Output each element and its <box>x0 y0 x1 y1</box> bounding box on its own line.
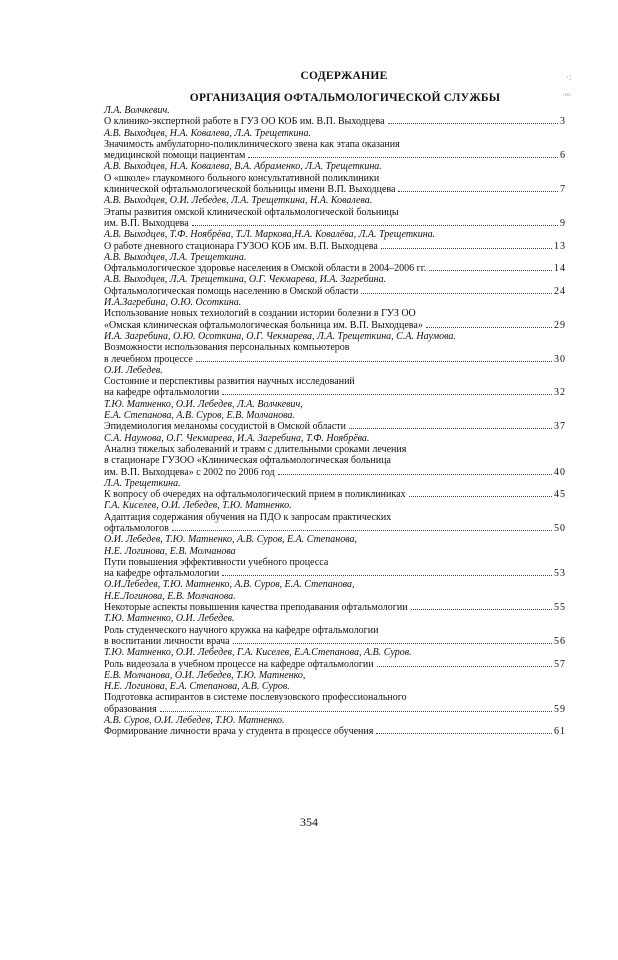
entry-page: 50 <box>554 522 566 534</box>
entry-page: 7 <box>560 184 566 196</box>
entry-title-line: О клинико-экспертной работе в ГУЗ ОО КОБ им. В.П. Выходцева <box>104 116 385 128</box>
entry-title-row <box>104 241 566 252</box>
entry-title-line: клинической офтальмологической больницы имени В.П. Выходцева <box>104 184 396 196</box>
entry-title-line: Анализ тяжелых заболеваний и травм с длительными сроками лечения <box>104 443 407 455</box>
toc-entry <box>104 444 566 489</box>
entry-title-row <box>104 263 566 274</box>
entry-title-line: О работе дневного стационара ГУЗОО КОБ им. В.П. Выходцева <box>104 240 378 252</box>
dot-leader <box>349 427 552 429</box>
entry-title-line: образования <box>104 703 157 715</box>
entry-title-line: Возможности использования персональных компьютеров <box>104 342 350 354</box>
dot-leader <box>160 710 552 712</box>
entry-authors: Н.Е. Логинова, Е.В. Молчанова <box>104 545 236 557</box>
dot-leader <box>409 495 552 497</box>
entry-title-row <box>104 218 566 229</box>
entry-authors: И.А. Загребина, О.Ю. Осоткина, О.Г. Чекмарева, Л.А. Трещеткина, С.А. Наумова. <box>104 330 456 342</box>
entry-title-line: офтальмологов <box>104 522 169 534</box>
dot-leader <box>172 529 552 531</box>
entry-page: 32 <box>554 387 566 399</box>
entry-title-line: на кафедре офтальмологии <box>104 568 220 580</box>
entry-title-line: им. В.П. Выходцева <box>104 217 189 229</box>
entry-title-row <box>104 387 566 398</box>
dot-leader <box>377 665 552 667</box>
entry-title-row <box>104 489 566 500</box>
entry-page: 56 <box>554 635 566 647</box>
toc-entry <box>104 308 566 342</box>
entry-title-line: Состояние и перспективы развития научных исследований <box>104 376 355 388</box>
entry-title-line: Значимость амбулаторно-поликлинического звена как этапа оказания <box>104 138 400 150</box>
toc-entry <box>104 659 566 693</box>
entry-authors: А.В. Выходцев, Т.Ф. Ноябрёва, Т.Л. Маркова,Н.А. Ковалёва, Л.А. Трещеткина. <box>104 229 436 241</box>
entry-page: 55 <box>554 602 566 614</box>
entry-page: 59 <box>554 703 566 715</box>
toc-entry <box>104 241 566 264</box>
entry-authors: О.И. Лебедев. <box>104 364 163 376</box>
entry-title-row <box>104 421 566 432</box>
entry-title-line: Пути повышения эффективности учебного процесса <box>104 556 329 568</box>
dot-leader <box>429 269 552 271</box>
entry-title-line: Роль студенческого научного кружка на кафедре офтальмологии <box>104 624 379 636</box>
entry-title-line: К вопросу об очередях на офтальмологический прием в поликлиниках <box>104 489 406 501</box>
toc-entry <box>104 207 566 241</box>
entry-authors: А.В. Выходцев, Н.А. Ковалева, Л.А. Трещеткина. <box>104 127 312 139</box>
toc-entry <box>104 726 566 737</box>
entry-title-line: «Омская клиническая офтальмологическая больница им. В.П. Выходцева» <box>104 319 423 331</box>
page-number: 354 <box>300 815 318 829</box>
toc-entry <box>104 602 566 625</box>
entry-page: 40 <box>554 466 566 478</box>
entry-authors: С.А. Наумова, О.Г. Чекмарева, И.А. Загребина, Т.Ф. Ноябрёва. <box>104 432 370 444</box>
entry-title-line: им. В.П. Выходцева» с 2002 по 2006 год <box>104 466 275 478</box>
toc-entry <box>104 512 566 557</box>
entry-page: 45 <box>554 489 566 501</box>
entry-title-row <box>104 523 566 534</box>
entry-title-line: в воспитании личности врача <box>104 635 230 647</box>
dot-leader <box>233 642 552 644</box>
entry-authors: Е.А. Степанова, А.В. Суров, Е.В. Молчанова. <box>104 410 295 422</box>
entry-page: 9 <box>560 217 566 229</box>
dot-leader <box>222 393 552 395</box>
entry-title-line: Офтальмологическая помощь населению в Омской области <box>104 285 359 297</box>
entry-title-row <box>104 602 566 613</box>
entry-title-row <box>104 704 566 715</box>
dot-leader <box>278 473 552 475</box>
entry-page: 13 <box>554 240 566 252</box>
entry-page: 37 <box>554 421 566 433</box>
section-heading: ОРГАНИЗАЦИЯ ОФТАЛЬМОЛОГИЧЕСКОЙ СЛУЖБЫ <box>189 92 501 104</box>
toc-entry <box>104 286 566 309</box>
entry-page: 6 <box>560 150 566 162</box>
entry-title-row <box>104 150 566 161</box>
scan-mark: ·ˢᵃ· <box>562 90 573 100</box>
toc-entry <box>104 421 566 444</box>
entry-title-line: в лечебном процессе <box>104 353 193 365</box>
entry-authors: Т.Ю. Матненко, О.И. Лебедев. <box>104 613 235 625</box>
entry-authors: Т.Ю. Матненко, О.И. Лебедев, Л.А. Волчкевич, <box>104 398 303 410</box>
entry-authors: Н.Е. Логинова, Е.А. Степанова, А.В. Суров. <box>104 681 290 693</box>
entry-title-line: на кафедре офтальмологии <box>104 387 220 399</box>
entry-title-row <box>104 354 566 365</box>
entry-authors: Л.А. Волчкевич. <box>104 105 170 116</box>
entry-title-line: Эпидемиология меланомы сосудистой в Омской области <box>104 421 346 433</box>
dot-leader <box>248 156 558 158</box>
entry-authors: А.В. Выходцев, Л.А. Трещеткина, О.Г. Чекмарева, И.А. Загребина. <box>104 274 387 286</box>
entry-title-line: Офтальмологическое здоровье населения в Омской области в 2004–2006 гг. <box>104 263 427 275</box>
dot-leader <box>411 608 552 610</box>
toc-entry <box>104 557 566 602</box>
entry-page: 57 <box>554 658 566 670</box>
entry-title-row <box>104 467 566 478</box>
entry-page: 3 <box>560 116 566 128</box>
entry-title-line: Использование новых технологий в создании истории болезни в ГУЗ ОО <box>104 308 416 320</box>
entry-authors: А.В. Выходцев, О.И. Лебедев, Л.А. Трещеткина, Н.А. Ковалева. <box>104 195 373 207</box>
entry-authors: Л.А. Трещеткина. <box>104 477 181 489</box>
dot-leader <box>196 360 552 362</box>
toc-entry <box>104 489 566 512</box>
entry-title-line: Подготовка аспирантов в системе послевузовского профессионального <box>104 692 407 704</box>
entry-title-line: Роль видеозала в учебном процессе на кафедре офтальмологии <box>104 658 374 670</box>
entry-title-row <box>104 184 566 195</box>
entry-title-line: Адаптация содержания обучения на ПДО к запросам практических <box>104 511 392 523</box>
dot-leader <box>388 122 558 124</box>
toc-entry <box>104 263 566 286</box>
entry-page: 30 <box>554 353 566 365</box>
entry-title-line: в стационаре ГУЗОО «Клиническая офтальмологическая больница <box>104 455 391 467</box>
entry-authors: А.В. Выходцев, Л.А. Трещеткина. <box>104 251 247 263</box>
dot-leader <box>381 247 552 249</box>
entry-authors: О.И. Лебедев, Т.Ю. Матненко, А.В. Суров, Е.А. Степанова, <box>104 534 357 546</box>
entry-page: 53 <box>554 568 566 580</box>
toc-entry <box>104 692 566 726</box>
entry-title-row <box>104 726 566 737</box>
entry-title-row <box>104 568 566 579</box>
entry-title-line: Формирование личности врача у студента в процессе обучения <box>104 726 374 738</box>
toc-entry <box>104 105 566 139</box>
entry-authors: А.В. Суров, О.И. Лебедев, Т.Ю. Матненко. <box>104 715 285 727</box>
entry-authors: Г.А. Киселев, О.И. Лебедев, Т.Ю. Матненко. <box>104 500 292 512</box>
entry-title-line: Этапы развития омской клинической офтальмологической больницы <box>104 206 399 218</box>
entry-title-row <box>104 116 566 127</box>
entry-authors: О.И.Лебедев, Т.Ю. Матненко, А.В. Суров, Е.А. Степанова, <box>104 579 355 591</box>
toc-entry <box>104 139 566 173</box>
toc-entry <box>104 625 566 659</box>
entry-page: 24 <box>554 285 566 297</box>
entry-authors: И.А.Загребина, О.Ю. Осоткина. <box>104 297 242 309</box>
entry-title-row <box>104 636 566 647</box>
page-title: СОДЕРЖАНИЕ <box>300 70 388 82</box>
entry-title-row <box>104 286 566 297</box>
dot-leader <box>376 732 552 734</box>
entry-authors: Т.Ю. Матненко, О.И. Лебедев, Г.А. Киселев, Е.А.Степанова, А.В. Суров. <box>104 647 412 659</box>
dot-leader <box>426 326 552 328</box>
dot-leader <box>222 574 552 576</box>
toc-entry <box>104 173 566 207</box>
toc-entry <box>104 342 566 376</box>
toc-entries <box>104 105 566 738</box>
entry-authors: Н.Е.Логинова, Е.В. Молчанова. <box>104 590 236 602</box>
entry-title-line: Некоторые аспекты повышения качества преподавания офтальмологии <box>104 602 408 614</box>
scan-mark: ·: <box>566 72 572 82</box>
dot-leader <box>398 190 558 192</box>
entry-page: 61 <box>554 726 566 738</box>
entry-title-line: О «школе» глаукомного больного консультативной поликлиники <box>104 172 380 184</box>
entry-title-row <box>104 320 566 331</box>
dot-leader <box>192 224 558 226</box>
entry-page: 14 <box>554 263 566 275</box>
entry-title-row <box>104 659 566 670</box>
entry-title-line: медицинской помощи пациентам <box>104 150 246 162</box>
toc-content <box>104 70 566 738</box>
dot-leader <box>361 292 552 294</box>
toc-entry <box>104 376 566 421</box>
entry-page: 29 <box>554 319 566 331</box>
entry-authors: А.В. Выходцев, Н.А. Ковалева, В.А. Абраменко, Л.А. Трещеткина. <box>104 161 382 173</box>
entry-authors: Е.В. Молчанова, О.И. Лебедев, Т.Ю. Матненко, <box>104 669 306 681</box>
